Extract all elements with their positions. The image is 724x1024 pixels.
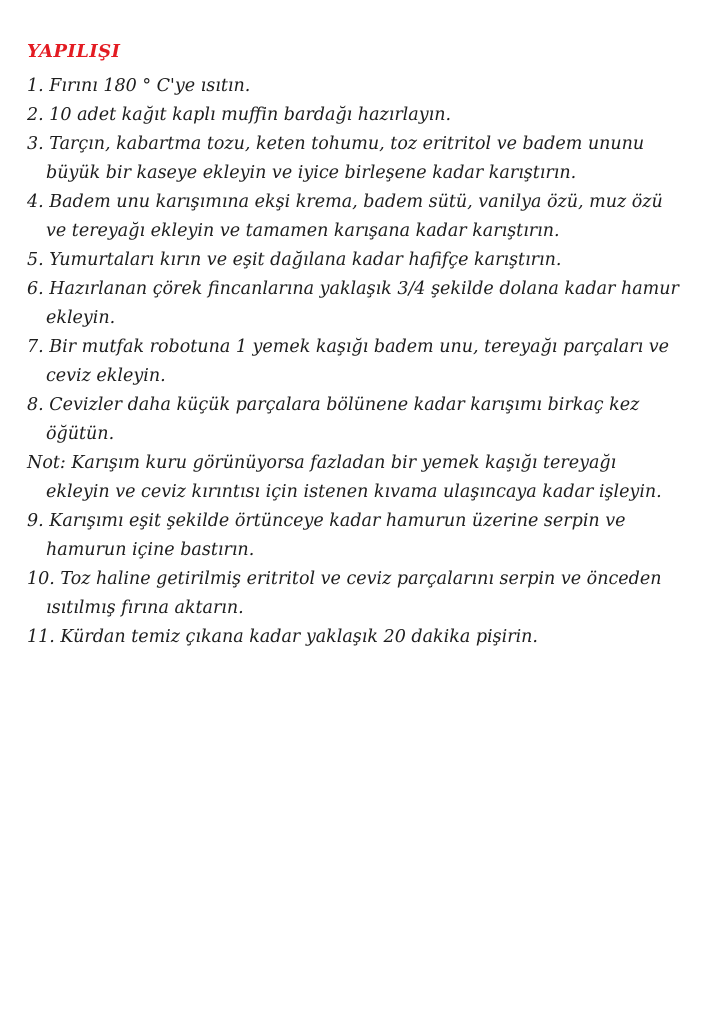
- section-title: YAPILIŞI: [27, 41, 121, 62]
- instruction-step-8: 8. Cevizler daha küçük parçalara bölünene kadar karışımı birkaç kez öğütün.: [27, 395, 640, 444]
- recipe-instructions-section: [27, 41, 679, 652]
- instruction-note: Not: Karışım kuru görünüyorsa fazladan bir yemek kaşığı tereyağı ekleyin ve ceviz kırıntısı için istenen kıvama ulaşıncaya kadar işleyin.: [27, 453, 662, 502]
- instruction-step-7: 7. Bir mutfak robotuna 1 yemek kaşığı badem unu, tereyağı parçaları ve ceviz ekleyin.: [27, 337, 669, 386]
- instruction-step-1: 1. Fırını 180 ° C'ye ısıtın.: [27, 76, 251, 96]
- instruction-step-10: 10. Toz haline getirilmiş eritritol ve ceviz parçalarını serpin ve önceden ısıtılmış fırına aktarın.: [27, 569, 662, 618]
- instruction-step-4: 4. Badem unu karışımına ekşi krema, badem sütü, vanilya özü, muz özü ve tereyağı ekleyin ve tamamen karışana kadar karıştırın.: [27, 192, 663, 241]
- instruction-step-6: 6. Hazırlanan çörek fincanlarına yaklaşık 3/4 şekilde dolana kadar hamur ekleyin.: [27, 279, 679, 328]
- instruction-step-3: 3. Tarçın, kabartma tozu, keten tohumu, toz eritritol ve badem ununu büyük bir kaseye ekleyin ve iyice birleşene kadar karıştırın.: [27, 134, 645, 183]
- instruction-step-9: 9. Karışımı eşit şekilde örtünceye kadar hamurun üzerine serpin ve hamurun içine bastırın.: [27, 511, 626, 560]
- instruction-step-11: 11. Kürdan temiz çıkana kadar yaklaşık 20 dakika pişirin.: [27, 627, 538, 647]
- instruction-step-2: 2. 10 adet kağıt kaplı muffin bardağı hazırlayın.: [27, 105, 452, 125]
- instruction-step-5: 5. Yumurtaları kırın ve eşit dağılana kadar hafifçe karıştırın.: [27, 250, 562, 270]
